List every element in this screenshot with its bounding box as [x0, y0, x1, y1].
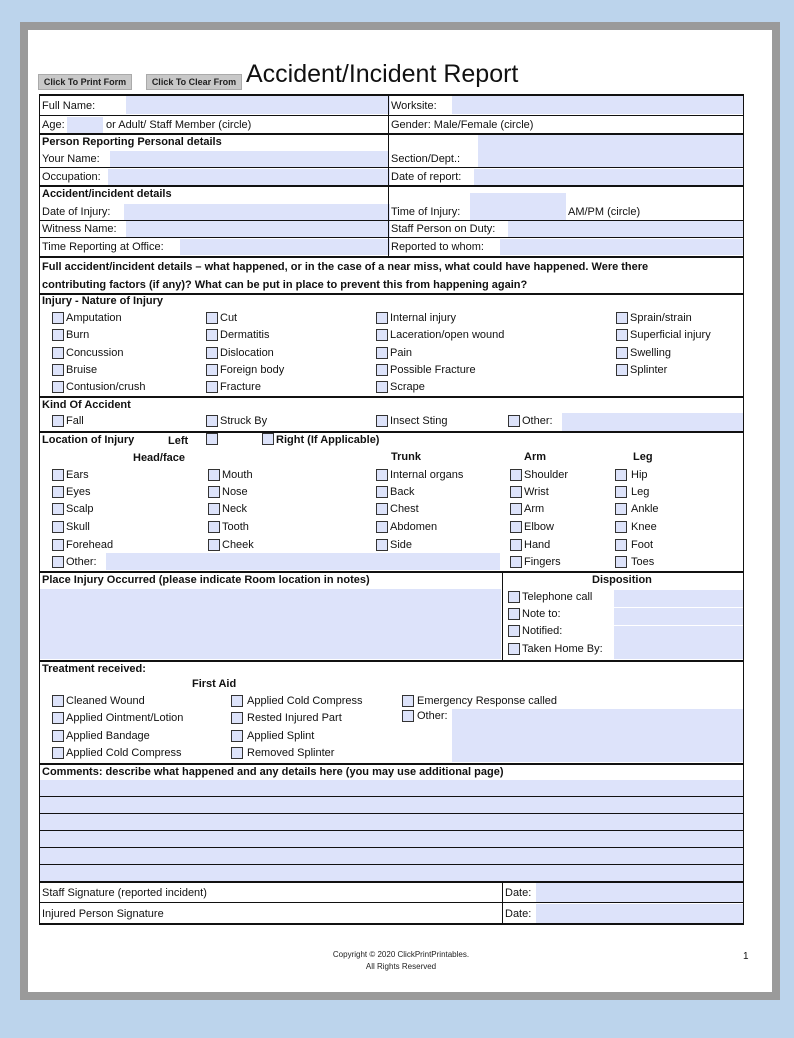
divider-line — [39, 167, 744, 168]
worksite-input[interactable] — [452, 96, 744, 114]
injury-item-checkbox[interactable] — [206, 364, 218, 376]
location-item-label: Nose — [222, 486, 248, 498]
comments-line-input[interactable] — [40, 831, 744, 847]
location-item-label: Back — [390, 486, 415, 498]
full-details-text: contributing factors (if any)? What can be put in place to prevent this from happening again? — [42, 279, 528, 291]
treatment-item-checkbox[interactable] — [231, 695, 243, 707]
injury-item-checkbox[interactable] — [376, 347, 388, 359]
time-reporting-label: Time Reporting at Office: — [42, 241, 164, 253]
comments-line-input[interactable] — [40, 797, 744, 813]
injury-item-checkbox[interactable] — [376, 381, 388, 393]
location-item-label: Ears — [66, 469, 89, 481]
date-of-injury-input[interactable] — [124, 204, 390, 220]
time-reporting-input[interactable] — [180, 239, 390, 255]
treatment-item-label: Applied Cold Compress — [247, 695, 363, 707]
treatment-item-checkbox[interactable] — [402, 695, 414, 707]
divider-line — [39, 220, 744, 221]
treatment-item-label: Applied Bandage — [66, 730, 150, 742]
time-of-injury-input[interactable] — [470, 193, 566, 220]
location-item-checkbox[interactable] — [510, 539, 522, 551]
location-item-checkbox[interactable] — [615, 503, 627, 515]
injury-item-checkbox[interactable] — [616, 312, 628, 324]
location-item-label: Side — [390, 539, 413, 551]
disposition-item-label: Notified: — [522, 625, 563, 637]
witness-label: Witness Name: — [42, 223, 117, 235]
location-item-checkbox[interactable] — [208, 486, 220, 498]
disposition-item-checkbox[interactable] — [508, 591, 520, 603]
injury-item-label: Concussion — [66, 347, 124, 359]
location-item-label: Internal organs — [390, 469, 464, 481]
treatment-item-checkbox[interactable] — [402, 710, 414, 722]
treatment-other-input[interactable] — [452, 709, 744, 762]
worksite-label: Worksite: — [391, 100, 437, 112]
injured-signature-date-input[interactable] — [536, 904, 744, 923]
injury-item-checkbox[interactable] — [376, 364, 388, 376]
treatment-item-checkbox[interactable] — [231, 730, 243, 742]
date-injury-label: Date of Injury: — [42, 206, 111, 218]
treatment-item-label: Emergency Response called — [417, 695, 558, 707]
location-other-input[interactable] — [106, 553, 500, 570]
injury-item-label: Splinter — [630, 364, 668, 376]
injury-item-label: Cut — [220, 312, 238, 324]
location-item-label: Scalp — [66, 503, 94, 515]
injury-item-checkbox[interactable] — [206, 329, 218, 341]
divider-line — [39, 94, 744, 96]
injury-item-checkbox[interactable] — [52, 312, 64, 324]
divider-line — [502, 571, 503, 660]
injury-item-checkbox[interactable] — [616, 347, 628, 359]
injury-item-label: Sprain/strain — [630, 312, 692, 324]
injury-item-checkbox[interactable] — [206, 312, 218, 324]
location-item-checkbox[interactable] — [615, 539, 627, 551]
print-form-button[interactable]: Click To Print Form — [38, 74, 132, 90]
location-heading: Location of Injury — [42, 434, 135, 446]
injury-item-checkbox[interactable] — [52, 329, 64, 341]
location-item-label: Foot — [631, 539, 654, 551]
treatment-heading: Treatment received: — [42, 663, 146, 675]
age-label: Age: — [42, 119, 65, 131]
divider-line — [39, 115, 744, 116]
right-side-checkbox[interactable] — [262, 433, 274, 445]
kind-heading: Kind Of Accident — [42, 399, 131, 411]
location-item-checkbox[interactable] — [615, 521, 627, 533]
location-item-checkbox[interactable] — [208, 539, 220, 551]
divider-line — [39, 256, 744, 258]
injury-item-label: Fracture — [220, 381, 261, 393]
location-item-label: Skull — [66, 521, 90, 533]
location-item-checkbox[interactable] — [52, 521, 64, 533]
injury-item-label: Contusion/crush — [66, 381, 146, 393]
injury-item-label: Laceration/open wound — [390, 329, 505, 341]
copyright-text: Copyright © 2020 ClickPrintPrintables. — [332, 950, 470, 959]
location-item-checkbox[interactable] — [376, 469, 388, 481]
injury-item-label: Amputation — [66, 312, 122, 324]
kind-item-checkbox[interactable] — [206, 415, 218, 427]
injury-heading: Injury - Nature of Injury — [42, 295, 164, 307]
right-label: Right (If Applicable) — [276, 434, 380, 446]
location-item-checkbox[interactable] — [510, 521, 522, 533]
treatment-item-label: Removed Splinter — [247, 747, 335, 759]
location-item-label: Neck — [222, 503, 248, 515]
comments-line-input[interactable] — [40, 780, 744, 796]
gender-label: Gender: Male/Female (circle) — [391, 119, 534, 131]
location-item-label: Hip — [631, 469, 648, 481]
kind-item-checkbox[interactable] — [376, 415, 388, 427]
divider-line — [388, 94, 389, 256]
injury-item-label: Bruise — [66, 364, 98, 376]
location-item-label: Leg — [631, 486, 650, 498]
first-aid-heading: First Aid — [192, 678, 237, 690]
location-item-label: Hand — [524, 539, 551, 551]
arm-heading: Arm — [524, 451, 547, 463]
ampm-label: AM/PM (circle) — [568, 206, 641, 218]
divider-line — [39, 902, 744, 903]
kind-item-label: Insect Sting — [390, 415, 448, 427]
your-name-input[interactable] — [110, 151, 388, 167]
location-item-checkbox[interactable] — [510, 469, 522, 481]
location-item-label: Toes — [631, 556, 655, 568]
location-item-label: Tooth — [222, 521, 249, 533]
location-item-label: Forehead — [66, 539, 114, 551]
divider-line — [39, 923, 744, 925]
divider-line — [39, 864, 744, 865]
reported-to-input[interactable] — [500, 239, 744, 255]
staff-signature-label: Staff Signature (reported incident) — [42, 887, 207, 899]
injury-item-label: Burn — [66, 329, 90, 341]
location-item-checkbox[interactable] — [52, 486, 64, 498]
injury-item-checkbox[interactable] — [616, 364, 628, 376]
treatment-item-checkbox[interactable] — [231, 747, 243, 759]
kind-item-checkbox[interactable] — [508, 415, 520, 427]
injury-item-checkbox[interactable] — [52, 364, 64, 376]
kind-other-input[interactable] — [562, 413, 744, 431]
divider-line — [502, 881, 503, 923]
injury-item-label: Internal injury — [390, 312, 457, 324]
location-item-checkbox[interactable] — [376, 521, 388, 533]
divider-line — [39, 813, 744, 814]
page-number: 1 — [743, 951, 749, 962]
injury-item-checkbox[interactable] — [206, 347, 218, 359]
comments-line-input[interactable] — [40, 865, 744, 881]
divider-line — [39, 796, 744, 797]
treatment-item-label: Cleaned Wound — [66, 695, 145, 707]
location-item-checkbox[interactable] — [376, 503, 388, 515]
age-note: or Adult/ Staff Member (circle) — [106, 119, 252, 131]
location-item-label: Cheek — [222, 539, 254, 551]
location-item-label: Eyes — [66, 486, 91, 498]
injury-item-checkbox[interactable] — [52, 347, 64, 359]
disposition-item-checkbox[interactable] — [508, 643, 520, 655]
injury-item-label: Foreign body — [220, 364, 285, 376]
person-reporting-heading: Person Reporting Personal details — [42, 136, 222, 148]
place-heading: Place Injury Occurred (please indicate Room location in notes) — [42, 574, 370, 586]
accident-details-heading: Accident/incident details — [42, 188, 172, 200]
injury-item-label: Pain — [390, 347, 413, 359]
note-to-input[interactable] — [614, 608, 744, 625]
divider-line — [743, 94, 744, 924]
notified-input[interactable] — [614, 626, 744, 659]
injury-item-label: Dislocation — [220, 347, 274, 359]
head-face-heading: Head/face — [133, 452, 185, 464]
injury-item-label: Possible Fracture — [390, 364, 476, 376]
kind-item-label: Struck By — [220, 415, 268, 427]
rights-text: All Rights Reserved — [365, 962, 437, 971]
treatment-item-checkbox[interactable] — [52, 695, 64, 707]
divider-line — [39, 881, 744, 883]
injury-item-label: Superficial injury — [630, 329, 711, 341]
location-item-checkbox[interactable] — [52, 556, 64, 568]
staff-date-label: Date: — [505, 887, 532, 899]
comments-line-input[interactable] — [40, 848, 744, 864]
location-item-label: Arm — [524, 503, 545, 515]
location-item-label: Elbow — [524, 521, 554, 533]
location-item-checkbox[interactable] — [52, 539, 64, 551]
age-input[interactable] — [67, 117, 103, 133]
location-item-checkbox[interactable] — [376, 539, 388, 551]
leg-heading: Leg — [633, 451, 653, 463]
disposition-item-label: Note to: — [522, 608, 561, 620]
your-name-label: Your Name: — [42, 153, 100, 165]
divider-line — [39, 847, 744, 848]
treatment-item-label: Applied Splint — [247, 730, 315, 742]
treatment-item-label: Applied Ointment/Lotion — [66, 712, 184, 724]
location-item-checkbox[interactable] — [510, 486, 522, 498]
location-item-checkbox[interactable] — [208, 503, 220, 515]
location-item-label: Shoulder — [524, 469, 569, 481]
location-item-checkbox[interactable] — [615, 486, 627, 498]
staff-signature-date-input[interactable] — [536, 883, 744, 902]
treatment-item-checkbox[interactable] — [52, 730, 64, 742]
injured-date-label: Date: — [505, 908, 532, 920]
location-item-label: Abdomen — [390, 521, 438, 533]
injury-item-checkbox[interactable] — [376, 329, 388, 341]
location-item-checkbox[interactable] — [615, 469, 627, 481]
location-item-checkbox[interactable] — [376, 486, 388, 498]
telephone-call-input[interactable] — [614, 590, 744, 607]
kind-item-label: Other: — [522, 415, 553, 427]
injury-item-checkbox[interactable] — [206, 381, 218, 393]
full-name-input[interactable] — [126, 96, 390, 114]
kind-item-checkbox[interactable] — [52, 415, 64, 427]
divider-line — [39, 94, 40, 924]
date-of-report-input[interactable] — [474, 169, 744, 185]
injury-item-checkbox[interactable] — [52, 381, 64, 393]
disposition-item-label: Taken Home By: — [522, 643, 603, 655]
location-item-checkbox[interactable] — [510, 556, 522, 568]
date-report-label: Date of report: — [391, 171, 462, 183]
location-item-label: Ankle — [631, 503, 659, 515]
place-injury-input[interactable] — [40, 589, 501, 659]
location-item-checkbox[interactable] — [52, 469, 64, 481]
treatment-item-label: Other: — [417, 710, 448, 722]
full-name-label: Full Name: — [42, 100, 96, 112]
location-item-checkbox[interactable] — [208, 469, 220, 481]
injury-item-label: Swelling — [630, 347, 671, 359]
location-item-checkbox[interactable] — [208, 521, 220, 533]
occupation-label: Occupation: — [42, 171, 101, 183]
page-title: Accident/Incident Report — [246, 60, 519, 88]
time-injury-label: Time of Injury: — [391, 206, 461, 218]
treatment-item-checkbox[interactable] — [52, 712, 64, 724]
occupation-input[interactable] — [108, 169, 390, 185]
divider-line — [39, 237, 744, 238]
location-item-label: Chest — [390, 503, 419, 515]
divider-line — [39, 830, 744, 831]
divider-line — [39, 431, 744, 433]
full-details-text: Full accident/incident details – what happened, or in the case of a near miss, what could have happened. Were there — [42, 261, 649, 273]
location-item-label: Fingers — [524, 556, 561, 568]
location-item-label: Other: — [66, 556, 97, 568]
location-item-label: Knee — [631, 521, 657, 533]
disposition-item-checkbox[interactable] — [508, 625, 520, 637]
clear-form-button[interactable]: Click To Clear From — [146, 74, 242, 90]
left-label: Left — [168, 435, 189, 447]
location-item-checkbox[interactable] — [52, 503, 64, 515]
divider-line — [39, 396, 744, 398]
witness-name-input[interactable] — [126, 221, 390, 237]
location-item-checkbox[interactable] — [615, 556, 627, 568]
staff-on-duty-input[interactable] — [508, 221, 744, 237]
location-item-label: Wrist — [524, 486, 549, 498]
left-side-checkbox[interactable] — [206, 433, 218, 445]
section-dept-input[interactable] — [478, 135, 744, 167]
disposition-item-label: Telephone call — [522, 591, 593, 603]
treatment-item-checkbox[interactable] — [52, 747, 64, 759]
comments-heading: Comments: describe what happened and any details here (you may use additional page) — [42, 766, 504, 778]
injury-item-checkbox[interactable] — [616, 329, 628, 341]
injury-item-checkbox[interactable] — [376, 312, 388, 324]
treatment-item-label: Applied Cold Compress — [66, 747, 182, 759]
disposition-heading: Disposition — [592, 574, 652, 586]
treatment-item-checkbox[interactable] — [231, 712, 243, 724]
section-label: Section/Dept.: — [391, 153, 461, 165]
kind-item-label: Fall — [66, 415, 84, 427]
reported-to-label: Reported to whom: — [391, 241, 484, 253]
injured-signature-label: Injured Person Signature — [42, 908, 164, 920]
treatment-item-label: Rested Injured Part — [247, 712, 342, 724]
location-item-checkbox[interactable] — [510, 503, 522, 515]
disposition-item-checkbox[interactable] — [508, 608, 520, 620]
comments-line-input[interactable] — [40, 814, 744, 830]
injury-item-label: Dermatitis — [220, 329, 270, 341]
trunk-heading: Trunk — [391, 451, 421, 463]
location-item-label: Mouth — [222, 469, 253, 481]
injury-item-label: Scrape — [390, 381, 425, 393]
staff-duty-label: Staff Person on Duty: — [391, 223, 496, 235]
